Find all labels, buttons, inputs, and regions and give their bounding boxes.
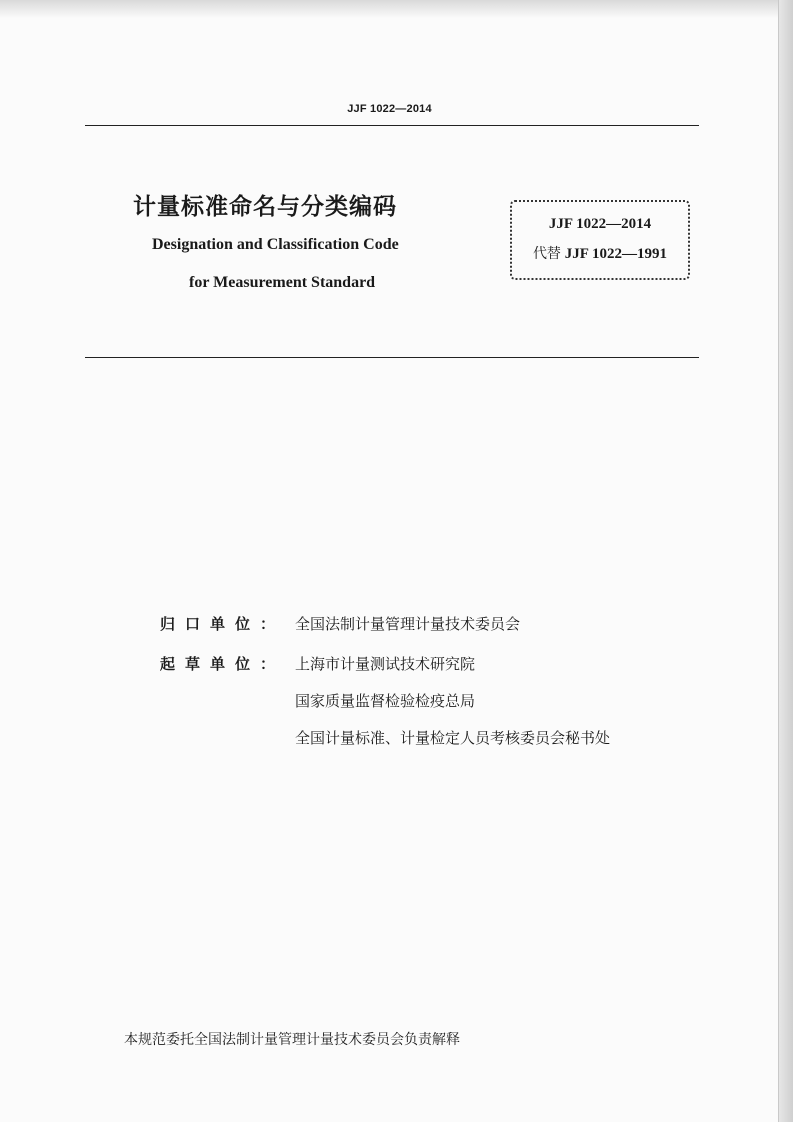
code-box-replaces — [512, 243, 688, 263]
code-box-code: JJF 1022—2014 — [548, 216, 652, 232]
standard-code-box — [510, 200, 690, 280]
header-rule — [85, 125, 699, 126]
responsible-unit-value: 全国法制计量管理计量技术委员会 — [295, 615, 521, 633]
drafting-unit-value-1: 上海市计量测试技术研究院 — [295, 655, 476, 673]
title-rule — [85, 357, 699, 358]
title-english-line1: Designation and Classification Code — [152, 236, 399, 253]
title-english-line2: for Measurement Standard — [189, 274, 376, 291]
drafting-unit-label: 起草单位： — [160, 655, 286, 673]
responsible-unit-row — [160, 613, 521, 634]
drafting-unit-value-2: 国家质量监督检验检疫总局 — [295, 692, 476, 710]
code-box-replaces-code: JJF 1022—1991 — [564, 246, 668, 262]
responsible-unit-label: 归口单位： — [160, 615, 286, 633]
title-chinese: 计量标准命名与分类编码 — [133, 194, 397, 220]
code-box-replaces-prefix: 代替 — [532, 246, 561, 262]
drafting-unit-row — [160, 653, 476, 674]
interpretation-note: 本规范委托全国法制计量管理计量技术委员会负责解释 — [124, 1032, 460, 1048]
scan-top-shadow — [0, 0, 779, 18]
page-edge-shadow — [779, 0, 793, 1122]
header-standard-code: JJF 1022—2014 — [347, 103, 432, 115]
drafting-unit-value-3: 全国计量标准、计量检定人员考核委员会秘书处 — [295, 729, 611, 747]
